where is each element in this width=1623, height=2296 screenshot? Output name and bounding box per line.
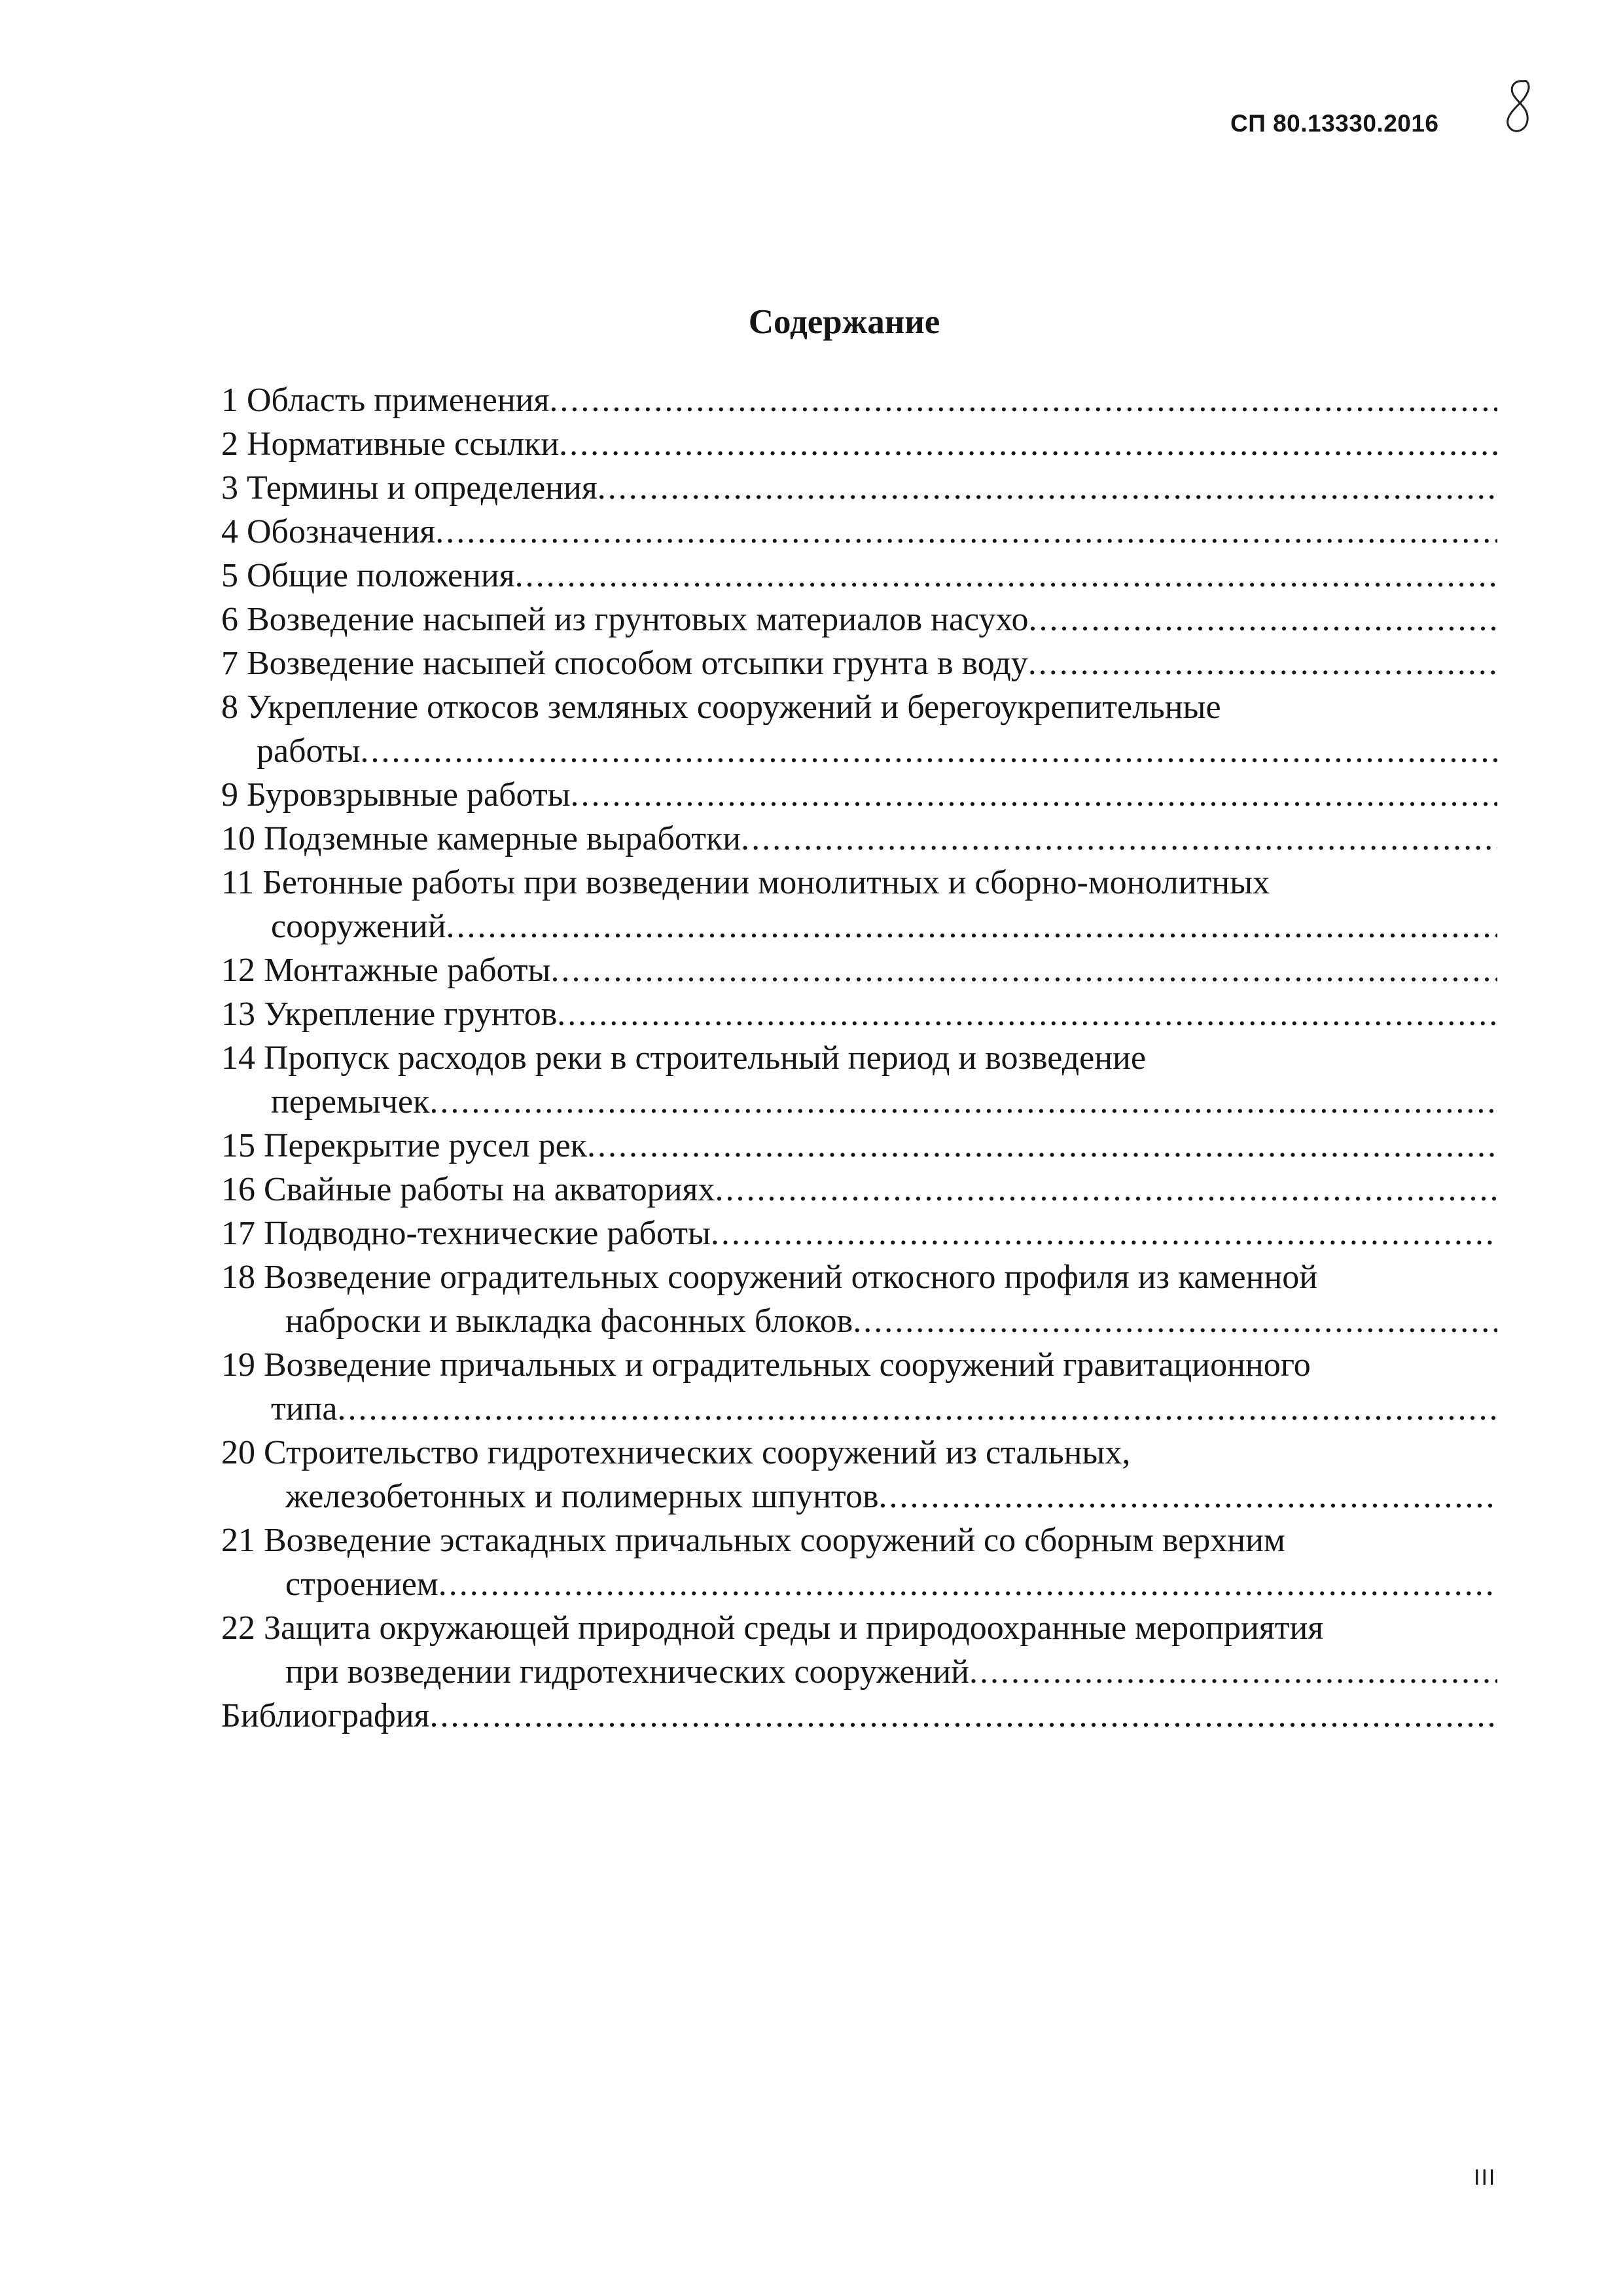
- toc-entry: [221, 1518, 1497, 1606]
- dot-leader: [1028, 598, 1497, 641]
- toc-entry: [221, 554, 1497, 598]
- toc-entry-text: 14 Пропуск расходов реки в строительный период и возведение: [221, 1039, 1146, 1077]
- toc-line: [221, 1036, 1497, 1080]
- toc-line: [221, 1475, 1497, 1518]
- toc-entry-text: типа: [271, 1390, 338, 1427]
- toc-line: [221, 948, 1497, 992]
- toc-entry-text: 21 Возведение эстакадных причальных сооружений со сборным верхним: [221, 1522, 1285, 1559]
- toc-line: [221, 817, 1497, 861]
- toc-entry-text: 11 Бетонные работы при возведении монолитных и сборно-монолитных: [221, 864, 1270, 901]
- table-of-contents: [221, 378, 1497, 1738]
- toc-line: [221, 1168, 1497, 1211]
- toc-line: [221, 641, 1497, 685]
- toc-line: [221, 422, 1497, 466]
- toc-entry: [221, 422, 1497, 466]
- toc-entry: [221, 1168, 1497, 1211]
- dot-leader: [446, 905, 1497, 948]
- toc-entry-text: 12 Монтажные работы: [221, 952, 551, 989]
- page-number: III: [1474, 2165, 1497, 2190]
- toc-entry-text: 13 Укрепление грунтов: [221, 996, 558, 1033]
- toc-entry-text: 10 Подземные камерные выработки: [221, 820, 741, 857]
- toc-entry: [221, 1124, 1497, 1168]
- dot-leader: [435, 510, 1497, 554]
- toc-entry-text: 3 Термины и определения: [221, 469, 597, 507]
- dot-leader: [515, 554, 1497, 598]
- toc-line: [221, 773, 1497, 817]
- dot-leader: [587, 1124, 1497, 1168]
- toc-entry: [221, 773, 1497, 817]
- toc-entry: [221, 861, 1497, 948]
- toc-entry: [221, 1694, 1497, 1738]
- toc-entry-text: 4 Обозначения: [221, 513, 436, 550]
- toc-entry-text: 15 Перекрытие русел рек: [221, 1127, 587, 1164]
- toc-line: [221, 1343, 1497, 1387]
- toc-line: [221, 1606, 1497, 1650]
- toc-entry-text: 6 Возведение насыпей из грунтовых материалов насухо: [221, 601, 1029, 638]
- toc-line: [221, 1255, 1497, 1299]
- dot-leader: [711, 1211, 1497, 1255]
- toc-line: [221, 1211, 1497, 1255]
- toc-line: [221, 992, 1497, 1036]
- toc-line: [221, 685, 1497, 729]
- toc-entry: [221, 948, 1497, 992]
- toc-entry: [221, 1211, 1497, 1255]
- toc-entry: [221, 510, 1497, 554]
- toc-entry-text: 8 Укрепление откосов земляных сооружений и берегоукрепительные: [221, 689, 1221, 726]
- toc-line: [221, 1299, 1497, 1343]
- dot-leader: [969, 1650, 1497, 1694]
- dot-leader: [853, 1299, 1497, 1343]
- toc-line: [221, 1518, 1497, 1562]
- dot-leader: [361, 729, 1497, 773]
- dot-leader: [741, 817, 1497, 861]
- toc-entry-text: 2 Нормативные ссылки: [221, 425, 560, 463]
- toc-entry: [221, 817, 1497, 861]
- toc-line: [221, 1562, 1497, 1606]
- dot-leader: [429, 1694, 1497, 1738]
- toc-line: [221, 1431, 1497, 1475]
- toc-entry-text: Библиография: [221, 1697, 430, 1734]
- toc-entry: [221, 466, 1497, 510]
- toc-entry-text: перемычек: [271, 1083, 430, 1121]
- toc-line: [221, 861, 1497, 905]
- toc-entry: [221, 992, 1497, 1036]
- dot-leader: [715, 1168, 1497, 1211]
- toc-entry: [221, 641, 1497, 685]
- toc-title: Содержание: [748, 303, 940, 341]
- toc-line: [221, 905, 1497, 948]
- toc-entry: [221, 685, 1497, 773]
- toc-entry-text: 7 Возведение насыпей способом отсыпки грунта в воду: [221, 645, 1028, 682]
- dot-leader: [879, 1475, 1498, 1518]
- toc-line: [221, 598, 1497, 641]
- toc-entry: [221, 378, 1497, 422]
- toc-line: [221, 554, 1497, 598]
- toc-line: [221, 466, 1497, 510]
- toc-entry-text: 16 Свайные работы на акваториях: [221, 1171, 715, 1208]
- toc-entry-text: 19 Возведение причальных и оградительных сооружений гравитационного: [221, 1346, 1311, 1384]
- toc-entry: [221, 1255, 1497, 1343]
- toc-entry-text: сооружений: [271, 908, 446, 945]
- document-code: СП 80.13330.2016: [1230, 110, 1439, 137]
- toc-line: [221, 1124, 1497, 1168]
- toc-line: [221, 510, 1497, 554]
- dot-leader: [337, 1387, 1497, 1431]
- dot-leader: [551, 948, 1498, 992]
- toc-entry-text: 18 Возведение оградительных сооружений откосного профиля из каменной: [221, 1259, 1318, 1296]
- toc-line: [221, 1387, 1497, 1431]
- dot-leader: [438, 1562, 1497, 1606]
- dot-leader: [429, 1080, 1497, 1124]
- toc-line: [221, 1694, 1497, 1738]
- toc-entry-text: 9 Буровзрывные работы: [221, 776, 571, 814]
- toc-entry-text: наброски и выкладка фасонных блоков: [285, 1302, 853, 1340]
- toc-entry-text: строением: [285, 1566, 438, 1603]
- toc-entry-text: 1 Область применения: [221, 382, 550, 419]
- toc-entry: [221, 1431, 1497, 1518]
- dot-leader: [571, 773, 1497, 817]
- toc-entry: [221, 598, 1497, 641]
- toc-entry-text: 5 Общие положения: [221, 557, 515, 594]
- toc-entry-text: работы: [257, 732, 361, 770]
- dot-leader: [559, 422, 1497, 466]
- toc-entry: [221, 1606, 1497, 1694]
- toc-entry-text: 20 Строительство гидротехнических сооружений из стальных,: [221, 1434, 1131, 1471]
- toc-entry-text: 17 Подводно-технические работы: [221, 1215, 711, 1252]
- toc-entry-text: железобетонных и полимерных шпунтов: [285, 1478, 879, 1515]
- toc-line: [221, 378, 1497, 422]
- dot-leader: [557, 992, 1497, 1036]
- toc-entry-text: при возведении гидротехнических сооружений: [285, 1653, 969, 1691]
- dot-leader: [597, 466, 1497, 510]
- toc-entry: [221, 1036, 1497, 1124]
- dot-leader: [1028, 641, 1497, 685]
- toc-line: [221, 729, 1497, 773]
- toc-line: [221, 1650, 1497, 1694]
- dot-leader: [549, 378, 1497, 422]
- toc-entry-text: 22 Защита окружающей природной среды и природоохранные мероприятия: [221, 1609, 1324, 1647]
- handwritten-page-number: [1501, 77, 1538, 137]
- toc-entry: [221, 1343, 1497, 1431]
- toc-line: [221, 1080, 1497, 1124]
